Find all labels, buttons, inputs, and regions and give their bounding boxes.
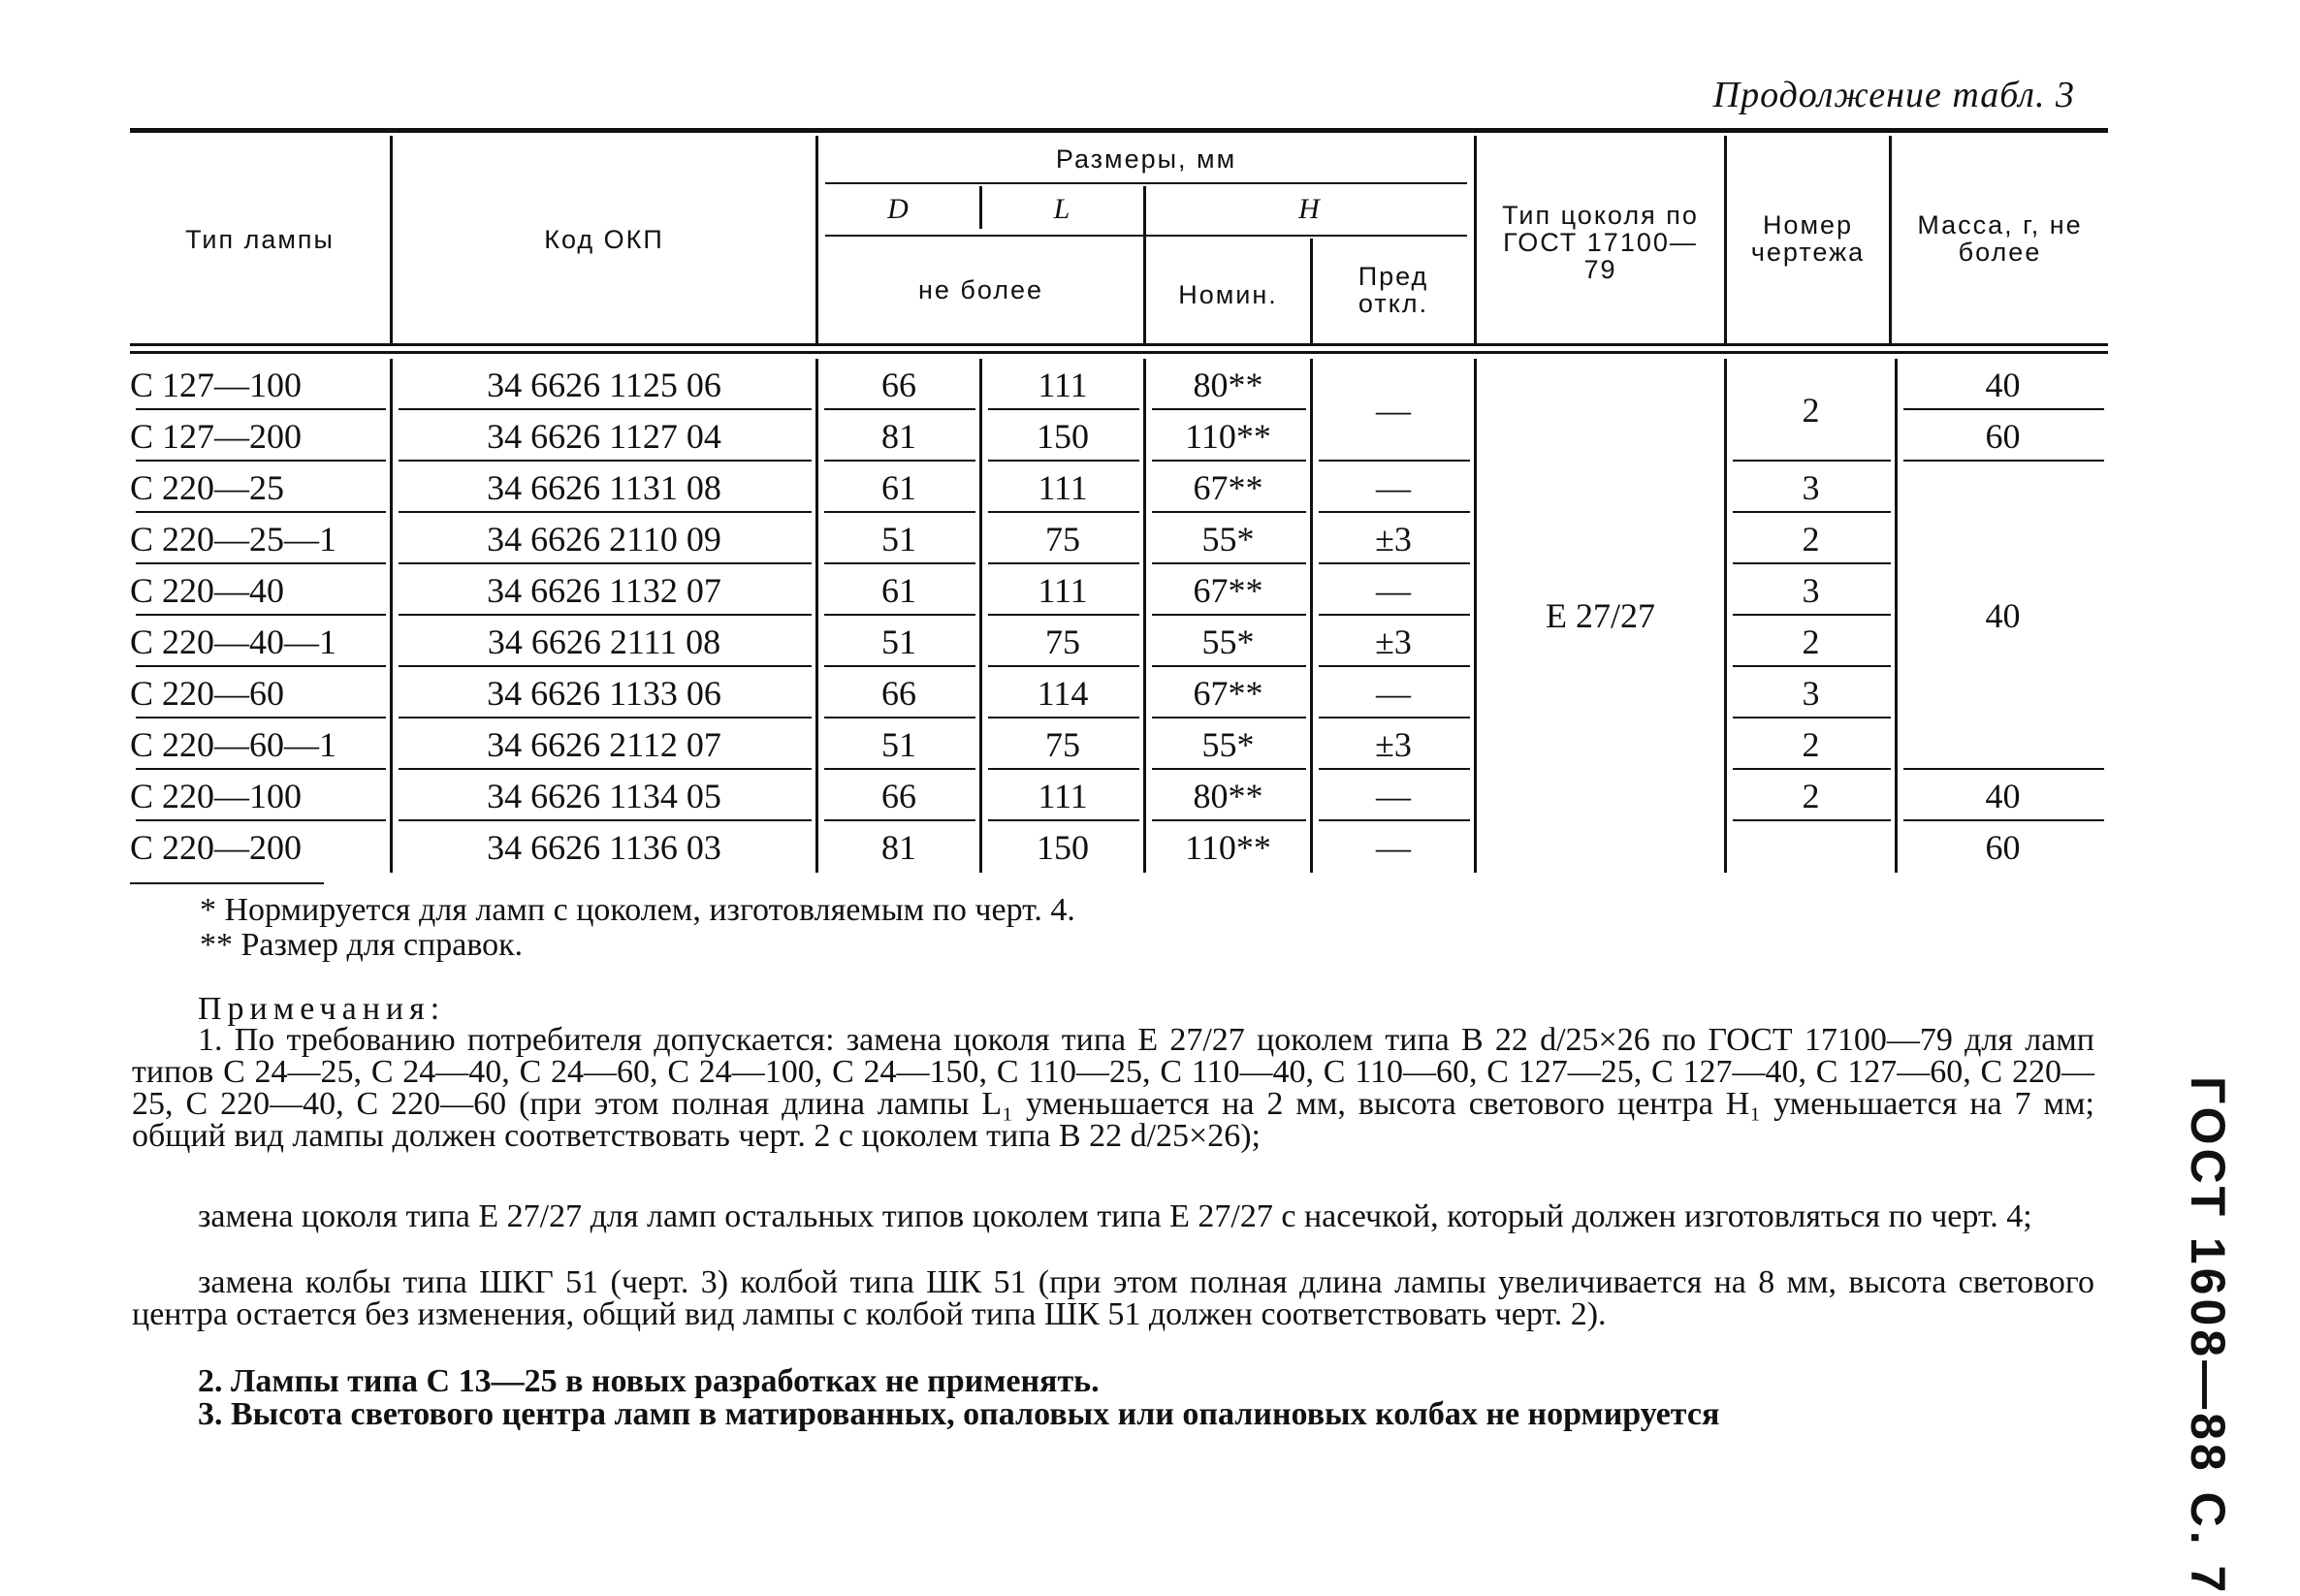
cell-l: 111 xyxy=(1038,467,1088,507)
cell-h-deviation: ±3 xyxy=(1375,519,1412,559)
cell-drawing-number: 3 xyxy=(1802,673,1820,713)
side-standard-title: ГОСТ 1608—88 С. 7 xyxy=(2181,1076,2235,1596)
cell-h-deviation: — xyxy=(1376,570,1411,610)
cell-h-nominal: 55* xyxy=(1201,622,1255,661)
cell-d: 66 xyxy=(881,776,916,815)
cell-h-nominal: 80** xyxy=(1193,365,1263,404)
cell-h-nominal: 67** xyxy=(1193,570,1263,610)
cell-lamp-type: С 220—40 xyxy=(130,570,285,610)
base-type-merged-cell: Е 27/27 xyxy=(1546,596,1655,635)
note-1-continuation-2: замена колбы типа ШКГ 51 (черт. 3) колбой типа ШК 51 (при этом полная длина лампы увеличивается на 8 мм, высота светового центра остается без изменения, общий вид лампы с колбой типа ШК 51 должен соответствовать черт. 2). xyxy=(132,1264,2094,1332)
header-h: H xyxy=(1298,193,1322,225)
cell-d: 66 xyxy=(881,673,916,713)
cell-okp-code: 34 6626 1132 07 xyxy=(487,570,721,610)
header-l: L xyxy=(1053,193,1072,225)
header-bottom-rule xyxy=(130,343,2108,346)
cell-drawing-number: 3 xyxy=(1802,467,1820,507)
cell-h-nominal: 80** xyxy=(1193,776,1263,815)
cell-okp-code: 34 6626 2112 07 xyxy=(487,724,721,764)
header-sizes: Размеры, мм xyxy=(1055,144,1237,174)
cell-lamp-type: С 220—40—1 xyxy=(130,622,337,661)
cell-d: 51 xyxy=(881,519,916,559)
note-1-continuation: замена цоколя типа Е 27/27 для ламп остальных типов цоколем типа Е 27/27 с насечкой, который должен изготовляться по черт. 4; xyxy=(198,1198,2032,1234)
cell-h-deviation: — xyxy=(1376,673,1411,713)
cell-okp-code: 34 6626 1133 06 xyxy=(487,673,721,713)
cell-lamp-type: С 127—200 xyxy=(130,416,303,456)
header-bottom-rule-2 xyxy=(130,351,2108,354)
cell-h-deviation: — xyxy=(1376,827,1411,867)
notes-title: Примечания: xyxy=(198,991,446,1027)
cell-d: 81 xyxy=(881,827,916,867)
cell-lamp-type: С 220—60—1 xyxy=(130,724,337,764)
deviation-merged-cell: — xyxy=(1376,391,1411,430)
cell-h-deviation: — xyxy=(1376,776,1411,815)
mass-cell: 60 xyxy=(1985,416,2021,456)
cell-h-nominal: 110** xyxy=(1185,827,1271,867)
header-base-type: Тип цоколя по ГОСТ 17100—79 xyxy=(1502,201,1699,284)
cell-okp-code: 34 6626 1125 06 xyxy=(487,365,721,404)
table-top-rule xyxy=(130,128,2108,133)
header-not-more: не более xyxy=(917,275,1044,304)
cell-drawing-number xyxy=(1727,821,1895,873)
table-continuation-caption: Продолжение табл. 3 xyxy=(1712,75,2075,115)
cell-l: 150 xyxy=(1037,827,1089,867)
header-okp-code: Код ОКП xyxy=(544,225,664,254)
header-d: D xyxy=(887,193,910,225)
cell-lamp-type: С 220—200 xyxy=(130,827,303,867)
header-drawing-number: Номер чертежа xyxy=(1750,210,1866,267)
cell-l: 75 xyxy=(1045,724,1080,764)
cell-d: 81 xyxy=(881,416,916,456)
cell-okp-code: 34 6626 1136 03 xyxy=(487,827,721,867)
cell-drawing-number: 2 xyxy=(1802,622,1820,661)
note-1: 1. По требованию потребителя допускается: замена цоколя типа Е 27/27 цоколем типа В 22 d/25×26 по ГОСТ 17100—79 для ламп типов С 24—25, С 24—40, С 24—60, С 24—100, С 24—150, С 110—25, С 110—40, С 110—60, С 127—25, С 127—40, С 127—60, С 220—25, С 220—40, С 220—60 (при этом полная длина лампы L₁ уменьшается на 2 мм, высота светового центра H₁ уменьшается на 7 мм; общий вид лампы должен соответствовать черт. 2 с цоколем типа В 22 d/25×26); xyxy=(132,1022,2094,1154)
cell-drawing-number: 2 xyxy=(1802,519,1820,559)
cell-l: 111 xyxy=(1038,570,1088,610)
cell-d: 66 xyxy=(881,365,916,404)
cell-drawing-number: 2 xyxy=(1802,724,1820,764)
cell-l: 150 xyxy=(1037,416,1089,456)
mass-merged-cell: 40 xyxy=(1985,596,2021,635)
cell-d: 61 xyxy=(881,467,916,507)
cell-h-nominal: 67** xyxy=(1193,673,1263,713)
cell-l: 111 xyxy=(1038,365,1088,404)
cell-d: 61 xyxy=(881,570,916,610)
cell-okp-code: 34 6626 2110 09 xyxy=(487,519,721,559)
cell-h-deviation: — xyxy=(1376,467,1411,507)
cell-h-nominal: 110** xyxy=(1185,416,1271,456)
cell-d: 51 xyxy=(881,622,916,661)
cell-l: 111 xyxy=(1038,776,1088,815)
table-bottom-short-rule xyxy=(130,882,324,884)
mass-cell: 60 xyxy=(1985,827,2021,867)
cell-lamp-type: С 220—25—1 xyxy=(130,519,337,559)
cell-l: 75 xyxy=(1045,519,1080,559)
footnote-2: ** Размер для справок. xyxy=(200,927,524,963)
header-lamp-type: Тип лампы xyxy=(185,225,335,254)
cell-lamp-type: С 127—100 xyxy=(130,365,303,404)
note-3: 3. Высота светового центра ламп в матированных, опаловых или опалиновых колбах не нормируется xyxy=(198,1396,1720,1432)
header-mass: Масса, г, не более xyxy=(1917,210,2083,267)
cell-drawing-number: 2 xyxy=(1802,776,1820,815)
cell-h-nominal: 55* xyxy=(1201,519,1255,559)
cell-okp-code: 34 6626 1127 04 xyxy=(487,416,721,456)
cell-okp-code: 34 6626 2111 08 xyxy=(487,622,721,661)
cell-l: 75 xyxy=(1045,622,1080,661)
cell-l: 114 xyxy=(1037,673,1089,713)
cell-h-deviation: ±3 xyxy=(1375,622,1412,661)
cell-okp-code: 34 6626 1131 08 xyxy=(487,467,721,507)
cell-h-nominal: 67** xyxy=(1193,467,1263,507)
drawing-merged-cell: 2 xyxy=(1802,391,1820,430)
cell-h-deviation: ±3 xyxy=(1375,724,1412,764)
mass-cell: 40 xyxy=(1985,365,2021,404)
footnote-1: * Нормируется для ламп с цоколем, изготовляемым по черт. 4. xyxy=(200,892,1075,928)
cell-drawing-number: 3 xyxy=(1802,570,1820,610)
cell-d: 51 xyxy=(881,724,916,764)
cell-lamp-type: С 220—100 xyxy=(130,776,303,815)
cell-h-nominal: 55* xyxy=(1201,724,1255,764)
cell-lamp-type: С 220—25 xyxy=(130,467,285,507)
mass-cell: 40 xyxy=(1985,776,2021,815)
note-2: 2. Лампы типа С 13—25 в новых разработках не применять. xyxy=(198,1363,1100,1399)
cell-okp-code: 34 6626 1134 05 xyxy=(487,776,721,815)
header-nominal: Номин. xyxy=(1178,280,1278,309)
cell-lamp-type: С 220—60 xyxy=(130,673,285,713)
header-deviation: Пред откл. xyxy=(1358,262,1429,318)
